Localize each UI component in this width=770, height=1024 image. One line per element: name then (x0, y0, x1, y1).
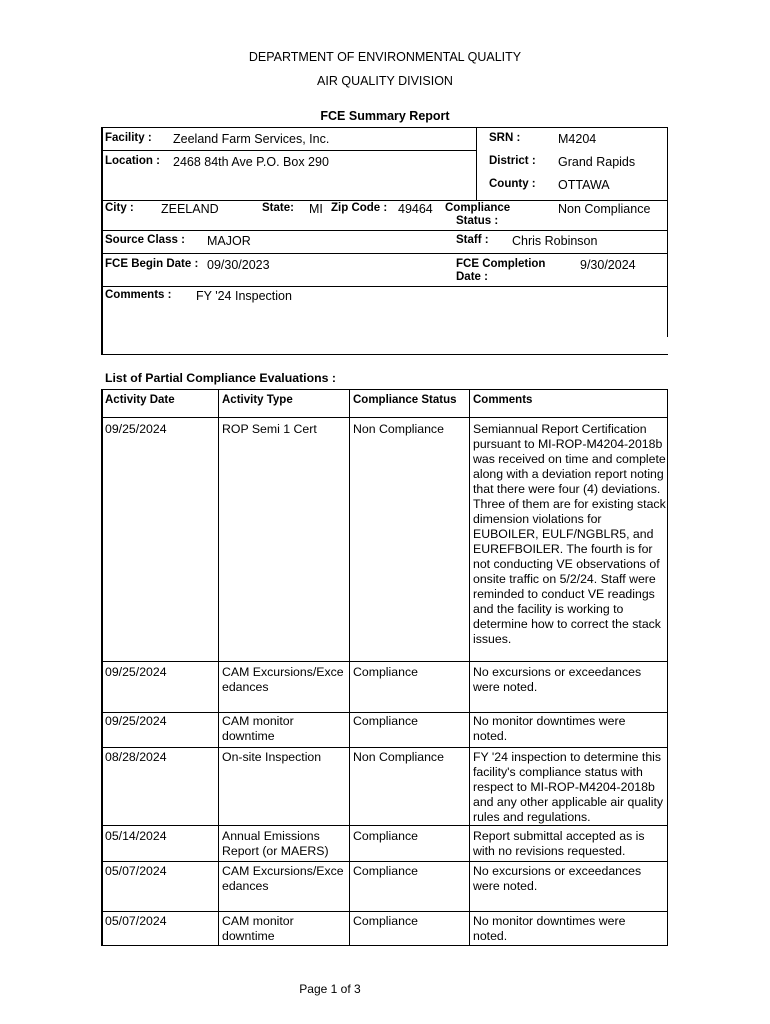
facility-box-bottom-border (101, 354, 668, 355)
activity-date-cell: 08/28/2024 (105, 750, 167, 764)
pce-col-divider-2 (349, 389, 350, 946)
col-header-activity-date: Activity Date (105, 394, 175, 406)
comments-cell: FY '24 inspection to determine this facility's compliance status with respect to MI-ROP-M4204-2018b and any other applicable air quality rules and regulations. (473, 750, 664, 824)
location-value: 2468 84th Ave P.O. Box 290 (173, 155, 329, 169)
county-label: County : (489, 178, 536, 190)
location-label: Location : (105, 155, 160, 167)
activity-date-cell: 09/25/2024 (105, 422, 167, 436)
comments-cell: No excursions or exceedances were noted. (473, 864, 642, 893)
fce-begin-label: FCE Begin Date : (105, 258, 199, 270)
pce-header-divider (101, 417, 668, 418)
activity-type-cell: ROP Semi 1 Cert (222, 422, 317, 436)
fce-completion-label-2: Date : (456, 271, 488, 283)
district-label: District : (489, 155, 536, 167)
activity-type-cell: CAM monitor downtime (222, 914, 294, 943)
city-label: City : (105, 202, 134, 214)
pce-list-title: List of Partial Compliance Evaluations : (105, 371, 336, 385)
compliance-status-cell: Non Compliance (353, 750, 444, 764)
comments-cell: Report submittal accepted as is with no revisions requested. (473, 829, 645, 858)
facility-row-divider-3 (101, 230, 667, 231)
county-value: OTTAWA (558, 178, 610, 192)
state-label: State: (262, 202, 294, 214)
activity-type-cell: Annual Emissions Report (or MAERS) (222, 829, 329, 858)
district-value: Grand Rapids (558, 155, 636, 169)
activity-date-cell: 05/14/2024 (105, 829, 167, 843)
facility-box-left-border (101, 127, 103, 355)
report-title: FCE Summary Report (320, 109, 450, 123)
comments-cell: No excursions or exceedances were noted. (473, 665, 642, 694)
pce-col-divider-1 (218, 389, 219, 946)
fce-completion-label: FCE Completion (456, 258, 546, 270)
facility-box-right-border (667, 127, 668, 337)
state-value: MI (309, 202, 323, 216)
page-number: Page 1 of 3 (299, 982, 361, 996)
activity-type-cell: CAM Excursions/Exceedances (222, 665, 344, 694)
srn-label: SRN : (489, 132, 521, 144)
compliance-status-cell: Compliance (353, 914, 418, 928)
facility-row-divider-1 (101, 150, 476, 151)
zip-label: Zip Code : (331, 202, 388, 214)
fce-begin-value: 09/30/2023 (207, 258, 270, 272)
compliance-status-cell: Compliance (353, 714, 418, 728)
facility-label: Facility : (105, 132, 152, 144)
pce-table-top-border (101, 389, 668, 390)
compliance-status-cell: Compliance (353, 864, 418, 878)
compliance-status-value: Non Compliance (558, 202, 651, 216)
pce-table-left-border (101, 389, 103, 946)
facility-inner-divider (476, 127, 477, 200)
compliance-status-cell: Compliance (353, 665, 418, 679)
facility-row-divider-4 (101, 253, 667, 254)
facility-row-divider-2 (101, 200, 667, 201)
fce-completion-value: 9/30/2024 (580, 258, 636, 272)
pce-row-divider (101, 747, 668, 748)
staff-value: Chris Robinson (512, 234, 598, 248)
activity-date-cell: 05/07/2024 (105, 864, 167, 878)
compliance-status-cell: Compliance (353, 829, 418, 843)
srn-value: M4204 (558, 132, 597, 146)
pce-row-divider (101, 712, 668, 713)
compliance-status-label: Compliance (445, 202, 511, 214)
col-header-compliance-status: Compliance Status (353, 394, 457, 406)
pce-col-divider-3 (469, 389, 470, 946)
activity-date-cell: 09/25/2024 (105, 665, 167, 679)
department-title: DEPARTMENT OF ENVIRONMENTAL QUALITY (248, 50, 522, 64)
facility-row-divider-5 (101, 286, 667, 287)
source-class-label: Source Class : (105, 234, 185, 246)
activity-type-cell: CAM Excursions/Exceedances (222, 864, 344, 893)
pce-row-divider (101, 661, 668, 662)
col-header-activity-type: Activity Type (222, 394, 293, 406)
source-class-value: MAJOR (207, 234, 251, 248)
comments-cell: Semiannual Report Certification pursuant to MI-ROP-M4204-2018b was received on time and complete along with a deviation report noting that there were four (4) deviations. Three of them are for existing stack dimension violations for EUBOILER, EULF/NGBLR5, and EUREFBOILER. The fourth is for not conducting VE observations of onsite traffic on 5/2/24. Staff were reminded to conduct VE readings and the facility is working to determine how to correct the stack issues. (473, 422, 666, 646)
comments-cell: No monitor downtimes were noted. (473, 714, 626, 743)
activity-date-cell: 05/07/2024 (105, 914, 167, 928)
city-value: ZEELAND (161, 202, 219, 216)
comments-value: FY '24 Inspection (196, 289, 292, 303)
compliance-status-cell: Non Compliance (353, 422, 444, 436)
pce-table-bottom-border (101, 945, 668, 946)
pce-row-divider (101, 861, 668, 862)
facility-value: Zeeland Farm Services, Inc. (173, 132, 330, 146)
pce-table-right-border (667, 389, 668, 946)
activity-type-cell: CAM monitor downtime (222, 714, 294, 743)
pce-row-divider (101, 911, 668, 912)
comments-cell: No monitor downtimes were noted. (473, 914, 626, 943)
comments-label: Comments : (105, 289, 172, 301)
pce-row-divider (101, 825, 668, 826)
col-header-comments: Comments (473, 394, 533, 406)
zip-value: 49464 (398, 202, 433, 216)
facility-box-top-border (101, 127, 668, 128)
activity-date-cell: 09/25/2024 (105, 714, 167, 728)
division-title: AIR QUALITY DIVISION (317, 74, 453, 88)
activity-type-cell: On-site Inspection (222, 750, 322, 764)
compliance-status-label-2: Status : (456, 215, 499, 227)
staff-label: Staff : (456, 234, 489, 246)
